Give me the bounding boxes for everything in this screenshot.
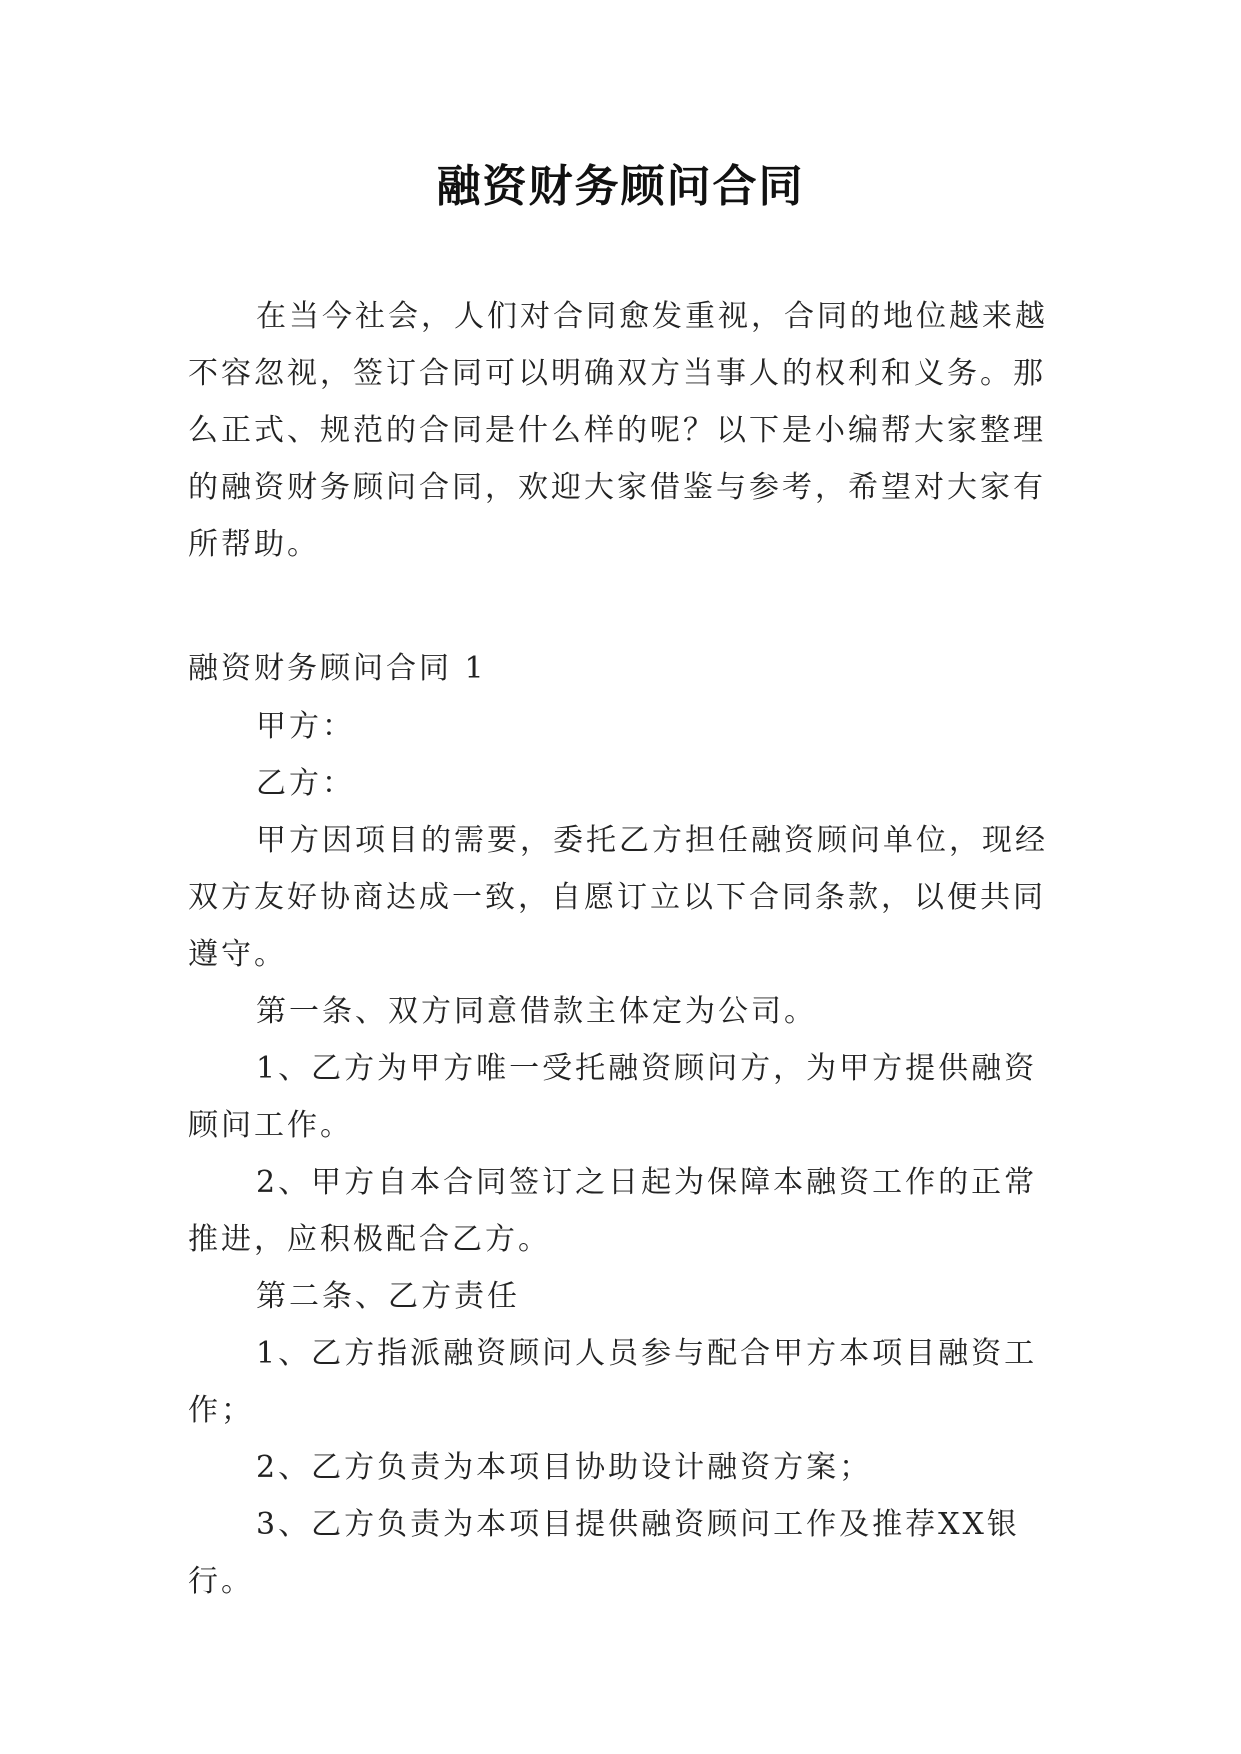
article-2-item-2: 2、乙方负责为本项目协助设计融资方案；	[256, 1450, 873, 1485]
section-heading: 融资财务顾问合同 1	[188, 651, 487, 686]
article-2-heading: 第二条、乙方责任	[256, 1279, 520, 1314]
document-title: 融资财务顾问合同	[436, 161, 805, 212]
party-a-line: 甲方：	[256, 709, 355, 744]
intro-paragraph: 在当今社会，人们对合同愈发重视，合同的地位越来越不容忽视，签订合同可以明确双方当事人的权利和义务。那么正式、规范的合同是什么样的呢？以下是小编帮大家整理的融资财务顾问合同，欢迎大家借鉴与参考，希望对大家有所帮助。	[188, 299, 1048, 562]
article-1-heading: 第一条、双方同意借款主体定为公司。	[256, 994, 817, 1029]
party-b-line: 乙方：	[256, 766, 355, 801]
article-2-item-3: 3、乙方负责为本项目提供融资顾问工作及推荐XX银行。	[188, 1507, 1020, 1599]
contract-body	[188, 698, 1048, 1610]
article-1-item-1: 1、乙方为甲方唯一受托融资顾问方，为甲方提供融资顾问工作。	[188, 1051, 1038, 1143]
preamble-paragraph: 甲方因项目的需要，委托乙方担任融资顾问单位，现经双方友好协商达成一致，自愿订立以下合同条款，以便共同遵守。	[188, 823, 1048, 972]
article-2-item-1: 1、乙方指派融资顾问人员参与配合甲方本项目融资工作；	[188, 1336, 1038, 1428]
article-1-item-2: 2、甲方自本合同签订之日起为保障本融资工作的正常推进，应积极配合乙方。	[188, 1165, 1038, 1257]
